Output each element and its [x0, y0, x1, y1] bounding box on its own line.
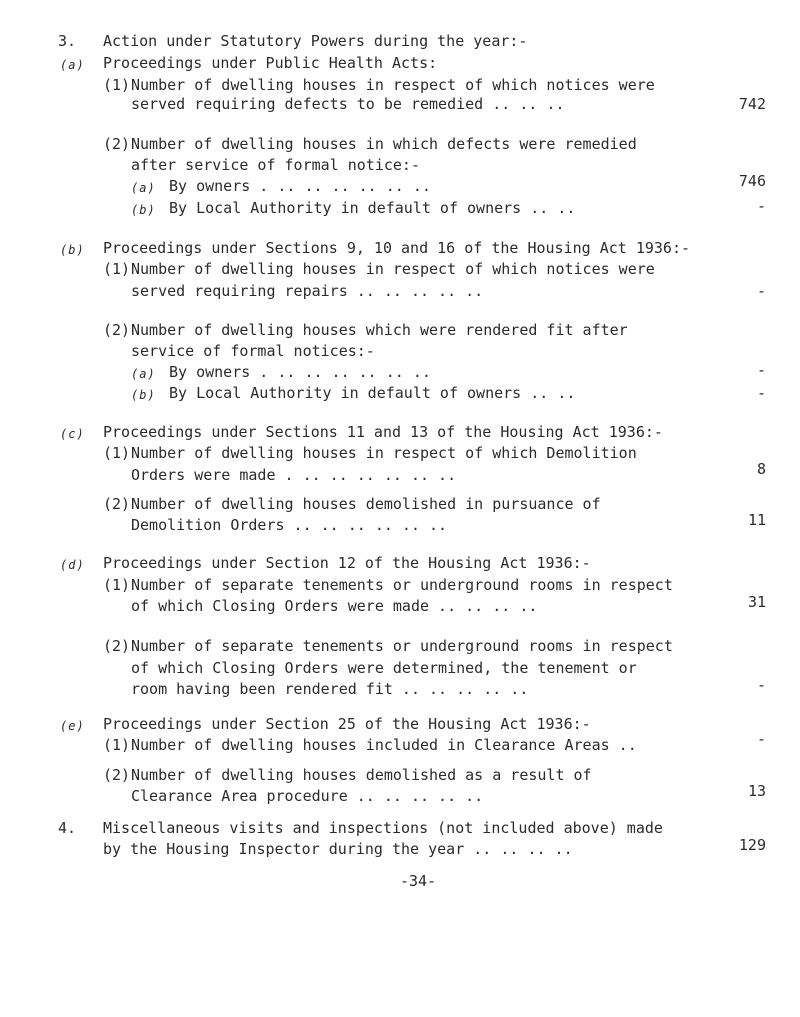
e2-value: 13 — [747, 782, 766, 800]
a1-line2: served requiring defects to be remedied .. .. .. — [131, 95, 565, 113]
c2-number: (2) — [103, 495, 131, 513]
section-4-number: 4. — [58, 819, 77, 837]
c2-line2: Demolition Orders .. .. .. .. .. .. — [131, 516, 448, 534]
section-3-heading: Action under Statutory Powers during the year:- — [103, 32, 528, 50]
subsection-e-tag: (e) — [60, 719, 85, 733]
b1-line1: Number of dwelling houses in respect of which notices were — [131, 260, 655, 278]
d2-number: (2) — [103, 637, 131, 655]
c1-line2: Orders were made . .. .. .. .. .. .. — [131, 466, 457, 484]
b2a-value: - — [756, 361, 766, 379]
e1-value: - — [756, 730, 766, 748]
subsection-d-tag: (d) — [60, 558, 85, 572]
b2a-text: By owners . .. .. .. .. .. .. — [169, 363, 431, 381]
subsection-c-tag: (c) — [60, 427, 85, 441]
d1-value: 31 — [747, 593, 766, 611]
section-4-value: 129 — [738, 836, 766, 854]
c1-value: 8 — [756, 460, 766, 478]
subsection-b-tag: (b) — [60, 243, 85, 257]
e1-line1: Number of dwelling houses included in Clearance Areas .. — [131, 736, 637, 754]
b2b-text: By Local Authority in default of owners .. .. — [169, 384, 576, 402]
e1-number: (1) — [103, 736, 131, 754]
a2b-tag: (b) — [131, 203, 156, 217]
b2b-tag: (b) — [131, 388, 156, 402]
a1-number: (1) — [103, 76, 131, 94]
b2-line1: Number of dwelling houses which were rendered fit after — [131, 321, 628, 339]
e2-number: (2) — [103, 766, 131, 784]
a2-line2: after service of formal notice:- — [131, 156, 420, 174]
c1-line1: Number of dwelling houses in respect of which Demolition — [131, 444, 637, 462]
a2a-text: By owners . .. .. .. .. .. .. — [169, 177, 431, 195]
e2-line2: Clearance Area procedure .. .. .. .. .. — [131, 787, 484, 805]
subsection-e-heading: Proceedings under Section 25 of the Housing Act 1936:- — [103, 715, 591, 733]
subsection-a-tag: (a) — [60, 58, 85, 72]
section-4-line2: by the Housing Inspector during the year .. .. .. .. — [103, 840, 573, 858]
e2-line1: Number of dwelling houses demolished as a result of — [131, 766, 592, 784]
b2-number: (2) — [103, 321, 131, 339]
d1-line1: Number of separate tenements or underground rooms in respect — [131, 576, 673, 594]
subsection-d-heading: Proceedings under Section 12 of the Housing Act 1936:- — [103, 554, 591, 572]
b1-number: (1) — [103, 260, 131, 278]
a2-number: (2) — [103, 135, 131, 153]
d2-line3: room having been rendered fit .. .. .. .. .. — [131, 680, 529, 698]
d2-line1: Number of separate tenements or underground rooms in respect — [131, 637, 673, 655]
b2a-tag: (a) — [131, 367, 156, 381]
a1-value: 742 — [738, 95, 766, 113]
d1-number: (1) — [103, 576, 131, 594]
a2a-value: 746 — [738, 172, 766, 190]
subsection-c-heading: Proceedings under Sections 11 and 13 of the Housing Act 1936:- — [103, 423, 663, 441]
c1-number: (1) — [103, 444, 131, 462]
a1-line1: Number of dwelling houses in respect of which notices were — [131, 76, 655, 94]
a2b-text: By Local Authority in default of owners .. .. — [169, 199, 576, 217]
d1-line2: of which Closing Orders were made .. .. .. .. — [131, 597, 538, 615]
d2-value: - — [756, 676, 766, 694]
b2-line2: service of formal notices:- — [131, 342, 375, 360]
d2-line2: of which Closing Orders were determined, the tenement or — [131, 659, 637, 677]
a2b-value: - — [756, 197, 766, 215]
c2-value: 11 — [747, 511, 766, 529]
section-3-number: 3. — [58, 32, 77, 50]
b1-value: - — [756, 282, 766, 300]
a2-line1: Number of dwelling houses in which defects were remedied — [131, 135, 637, 153]
section-4-line1: Miscellaneous visits and inspections (not included above) made — [103, 819, 663, 837]
subsection-b-heading: Proceedings under Sections 9, 10 and 16 of the Housing Act 1936:- — [103, 239, 690, 257]
b1-line2: served requiring repairs .. .. .. .. .. — [131, 282, 484, 300]
a2a-tag: (a) — [131, 181, 156, 195]
subsection-a-heading: Proceedings under Public Health Acts: — [103, 54, 438, 72]
b2b-value: - — [756, 384, 766, 402]
page-number: -34- — [400, 872, 437, 890]
c2-line1: Number of dwelling houses demolished in pursuance of — [131, 495, 601, 513]
